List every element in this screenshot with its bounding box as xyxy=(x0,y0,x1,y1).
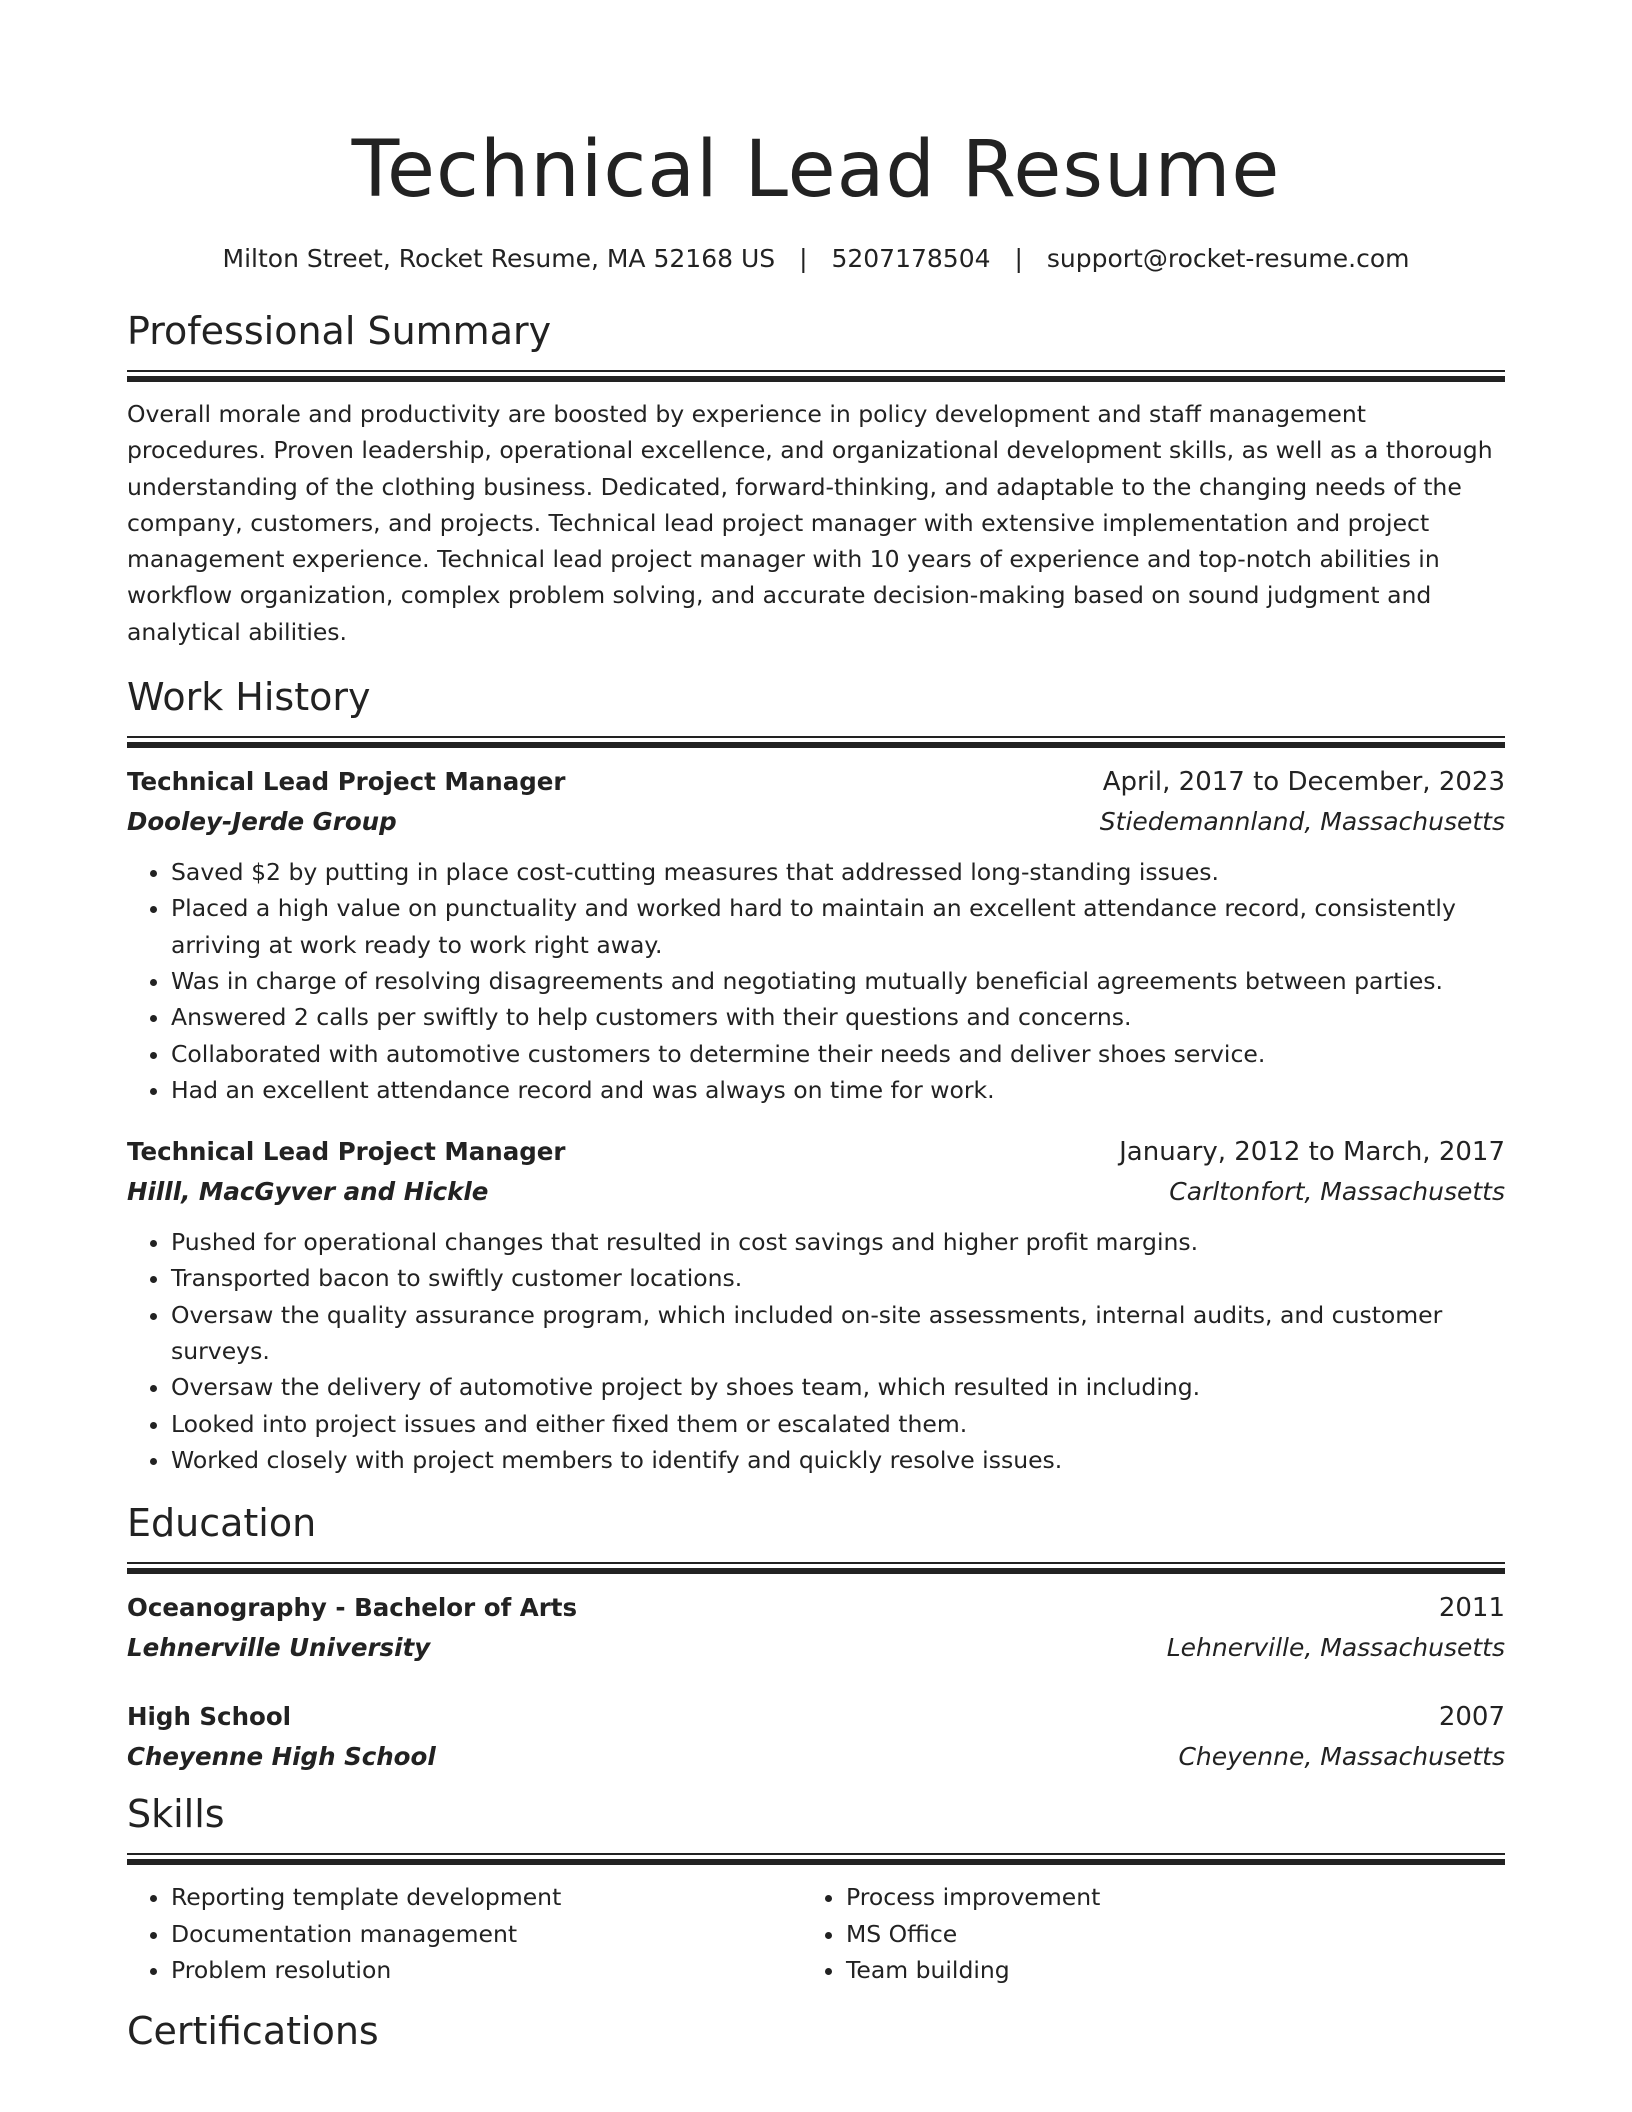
education-header-row xyxy=(127,1588,1505,1628)
skills-column-right xyxy=(802,1879,1477,1988)
contact-phone: 5207178504 xyxy=(831,244,991,273)
summary-text: Overall morale and productivity are boosted by experience in policy development and staff management procedures. Proven leadership, operational excellence, and organizational development skills, as well as a thorough understanding of the clothing business. Dedicated, forward-thinking, and adaptable to the changing needs of the company, customers, and projects. Technical lead project manager with extensive implementation and project management experience. Technical lead project manager with 10 years of experience and top-notch abilities in workflow organization, complex problem solving, and accurate decision-making based on sound judgment and analytical abilities. xyxy=(127,400,1493,646)
section-divider xyxy=(127,1853,1505,1865)
education-year: 2007 xyxy=(1438,1702,1505,1733)
section-divider xyxy=(127,370,1505,382)
education-header-row xyxy=(127,1697,1505,1737)
list-item: • Placed a high value on punctuality and worked hard to maintain an excellent attendance record, consistently arriving at work ready to work right away. xyxy=(171,890,1505,963)
section-heading-education: Education xyxy=(127,1501,317,1546)
contact-separator: | xyxy=(799,244,808,273)
job-entry xyxy=(127,1132,1505,1478)
section-divider xyxy=(127,1562,1505,1574)
section-divider xyxy=(127,736,1505,748)
contact-address: Milton Street, Rocket Resume, MA 52168 US xyxy=(222,244,776,273)
list-item: • Pushed for operational changes that resulted in cost savings and higher profit margins. xyxy=(171,1224,1505,1260)
skill-item: • MS Office xyxy=(846,1916,1477,1952)
skills-grid xyxy=(127,1879,1505,1988)
section-heading-summary: Professional Summary xyxy=(127,309,552,353)
list-item: • Worked closely with project members to identify and quickly resolve issues. xyxy=(171,1442,1505,1478)
contact-email: support@rocket-resume.com xyxy=(1046,244,1410,273)
skill-item: • Problem resolution xyxy=(171,1952,802,1988)
job-bullets xyxy=(127,854,1505,1108)
section-heading-skills: Skills xyxy=(127,1792,225,1837)
list-item: • Collaborated with automotive customers to determine their needs and deliver shoes service. xyxy=(171,1036,1505,1072)
section-heading-work-history: Work History xyxy=(127,675,371,720)
job-title: Technical Lead Project Manager xyxy=(127,1137,566,1167)
list-item: • Was in charge of resolving disagreements and negotiating mutually beneficial agreements between parties. xyxy=(171,963,1505,999)
skill-item: • Reporting template development xyxy=(171,1879,802,1915)
job-header-row xyxy=(127,762,1505,802)
list-item: • Looked into project issues and either fixed them or escalated them. xyxy=(171,1406,1505,1442)
skill-item: • Process improvement xyxy=(846,1879,1477,1915)
summary-section xyxy=(127,306,1505,650)
education-entry xyxy=(127,1588,1505,1668)
list-item: • Transported bacon to swiftly customer locations. xyxy=(171,1260,1505,1296)
job-title: Technical Lead Project Manager xyxy=(127,767,566,797)
contact-separator: | xyxy=(1014,244,1023,273)
job-dates: April, 2017 to December, 2023 xyxy=(1102,767,1505,798)
education-school: Cheyenne High School xyxy=(127,1742,436,1772)
education-year: 2011 xyxy=(1438,1593,1505,1624)
job-company-row xyxy=(127,802,1505,842)
list-item: • Oversaw the delivery of automotive project by shoes team, which resulted in including. xyxy=(171,1369,1505,1405)
education-degree: Oceanography - Bachelor of Arts xyxy=(127,1593,578,1623)
list-item: • Had an excellent attendance record and was always on time for work. xyxy=(171,1072,1505,1108)
education-section xyxy=(127,1498,1505,1777)
skill-item: • Team building xyxy=(846,1952,1477,1988)
contact-line xyxy=(127,242,1505,276)
education-entry xyxy=(127,1697,1505,1777)
work-history-section xyxy=(127,672,1505,1478)
job-entry xyxy=(127,762,1505,1108)
job-bullets xyxy=(127,1224,1505,1478)
job-company-row xyxy=(127,1172,1505,1212)
list-item: • Saved $2 by putting in place cost-cutting measures that addressed long-standing issues. xyxy=(171,854,1505,890)
job-location: Stiedemannland, Massachusetts xyxy=(1099,807,1505,837)
job-company: Dooley-Jerde Group xyxy=(127,807,397,837)
education-degree: High School xyxy=(127,1702,292,1732)
skill-item: • Documentation management xyxy=(171,1916,802,1952)
education-school: Lehnerville University xyxy=(127,1633,431,1663)
job-header-row xyxy=(127,1132,1505,1172)
list-item: • Oversaw the quality assurance program, which included on-site assessments, internal audits, and customer surveys. xyxy=(171,1297,1505,1370)
skills-section xyxy=(127,1789,1505,1988)
section-heading-certifications: Certifications xyxy=(127,2009,379,2054)
education-location: Lehnerville, Massachusetts xyxy=(1166,1633,1505,1663)
education-school-row xyxy=(127,1737,1505,1777)
list-item: • Answered 2 calls per swiftly to help customers with their questions and concerns. xyxy=(171,999,1505,1035)
certifications-section xyxy=(127,2006,1505,2056)
job-dates: January, 2012 to March, 2017 xyxy=(1119,1137,1505,1168)
education-location: Cheyenne, Massachusetts xyxy=(1178,1742,1505,1772)
education-school-row xyxy=(127,1628,1505,1668)
job-location: Carltonfort, Massachusetts xyxy=(1169,1177,1505,1207)
resume-title: Technical Lead Resume xyxy=(351,125,1281,215)
job-company: Hilll, MacGyver and Hickle xyxy=(127,1177,489,1207)
skills-column-left xyxy=(127,1879,802,1988)
